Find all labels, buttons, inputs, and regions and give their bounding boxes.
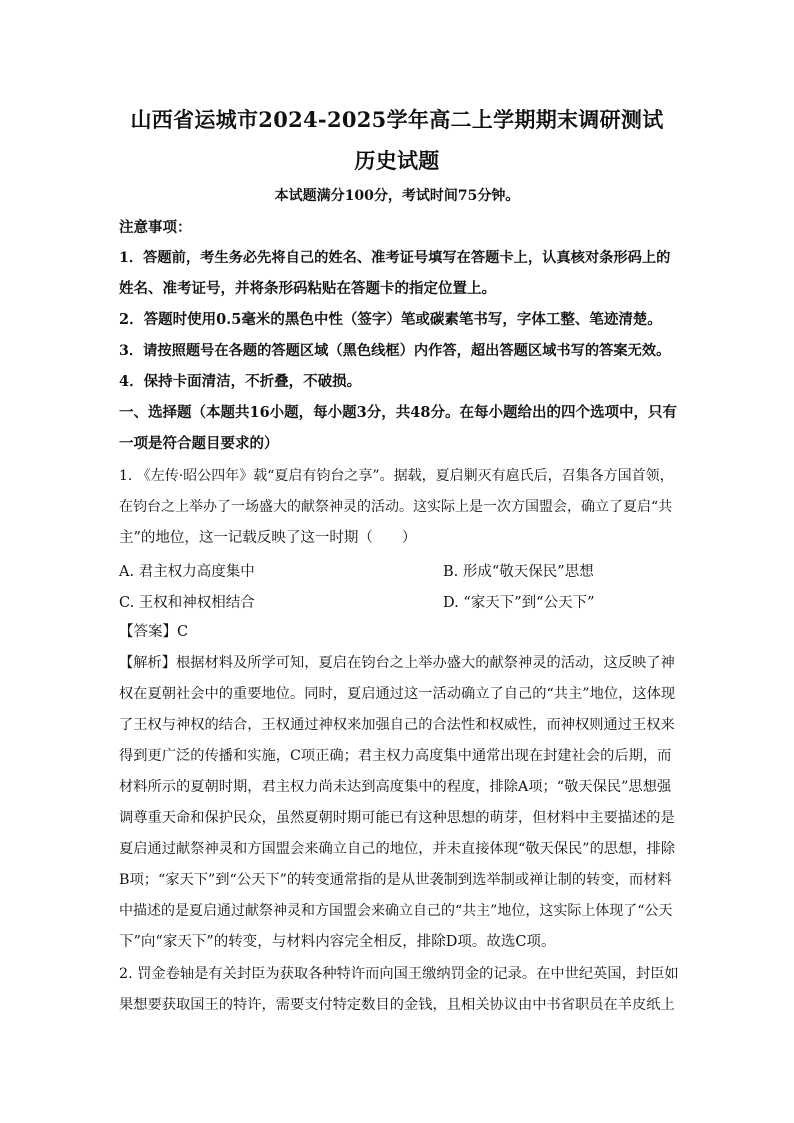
analysis-line: 材料所示的夏朝时期，君主权力尚未达到高度集中的程度，排除A项；“敬天保民”思想强 bbox=[119, 779, 672, 795]
analysis-line: 下”向“家天下”的转变，与材料内容完全相反，排除D项。故选C项。 bbox=[119, 934, 556, 950]
question-1-stem: 1. 《左传·昭公四年》载“夏启有钧台之享”。据载，夏启剿灭有扈氏后，召集各方国首领， bbox=[119, 468, 674, 484]
analysis-line: 调尊重天命和保护民众，虽然夏朝时期可能已有这种思想的萌芽，但材料中主要描述的是 bbox=[119, 810, 675, 826]
document-subtitle: 历史试题 bbox=[354, 148, 440, 173]
notes-heading: 注意事项： bbox=[119, 219, 192, 236]
analysis-line: 【解析】根据材料及所学可知，夏启在钧台之上举办盛大的献祭神灵的活动，这反映了神 bbox=[119, 655, 675, 671]
note-line: 3．请按照题号在各题的答题区域（黑色线框）内作答，超出答题区域书写的答案无效。 bbox=[119, 343, 671, 359]
question-2-stem: 2. 罚金卷轴是有关封臣为获取各种特许而向国王缴纳罚金的记录。在中世纪英国，封臣如 bbox=[119, 966, 679, 982]
question-1-stem: 主”的地位，这一记载反映了这一时期（ ） bbox=[119, 530, 417, 546]
analysis-line: 权在夏朝社会中的重要地位。同时，夏启通过这一活动确立了自己的“共主”地位，这体现 bbox=[119, 686, 676, 702]
analysis-line: 中描述的是夏启通过献祭神灵和方国盟会来确立自己的“共主”地位，这实际上体现了“公天 bbox=[119, 903, 673, 919]
option-d: D. “家天下”到“公天下” bbox=[443, 595, 595, 611]
exam-info: 本试题满分100分，考试时间75分钟。 bbox=[274, 188, 520, 204]
analysis-line: B项；“家天下”到“公天下”的转变通常指的是从世袭制到选举制或禅让制的转变，而材料 bbox=[119, 872, 672, 888]
note-line: 1．答题前，考生务必先将自己的姓名、准考证号填写在答题卡上，认真核对条形码上的 bbox=[119, 250, 671, 266]
option-c: C. 王权和神权相结合 bbox=[119, 595, 255, 611]
analysis-line: 夏启通过献祭神灵和方国盟会来确立自己的地位，并未直接体现“敬天保民”的思想，排除 bbox=[119, 841, 676, 857]
option-b: B. 形成“敬天保民”思想 bbox=[443, 564, 594, 580]
note-line: 2．答题时使用0.5毫米的黑色中性（签字）笔或碳素笔书写，字体工整、笔迹清楚。 bbox=[119, 311, 662, 328]
analysis-line: 得到更广泛的传播和实施，C项正确；君主权力高度集中通常出现在封建社会的后期，而 bbox=[119, 748, 672, 764]
question-2-stem: 果想要获取国王的特许，需要支付特定数目的金钱，且相关协议由中书省职员在羊皮纸上 bbox=[119, 997, 675, 1013]
document-title: 山西省运城市2024-2025学年高二上学期期末调研测试 bbox=[130, 107, 664, 132]
question-1-stem: 在钧台之上举办了一场盛大的献祭神灵的活动。这实际上是一次方国盟会，确立了夏启“共 bbox=[119, 499, 673, 515]
answer: 【答案】C bbox=[119, 624, 189, 640]
section-heading: 一项是符合题目要求的） bbox=[119, 435, 279, 452]
note-line: 姓名、准考证号，并将条形码粘贴在答题卡的指定位置上。 bbox=[119, 280, 496, 297]
option-a: A. 君主权力高度集中 bbox=[119, 564, 255, 580]
section-heading: 一、选择题（本题共16小题，每小题3分，共48分。在每小题给出的四个选项中，只有 bbox=[119, 404, 677, 421]
analysis-line: 了王权与神权的结合，王权通过神权来加强自己的合法性和权威性，而神权则通过王权来 bbox=[119, 717, 675, 733]
note-line: 4．保持卡面清洁，不折叠，不破损。 bbox=[119, 373, 362, 390]
